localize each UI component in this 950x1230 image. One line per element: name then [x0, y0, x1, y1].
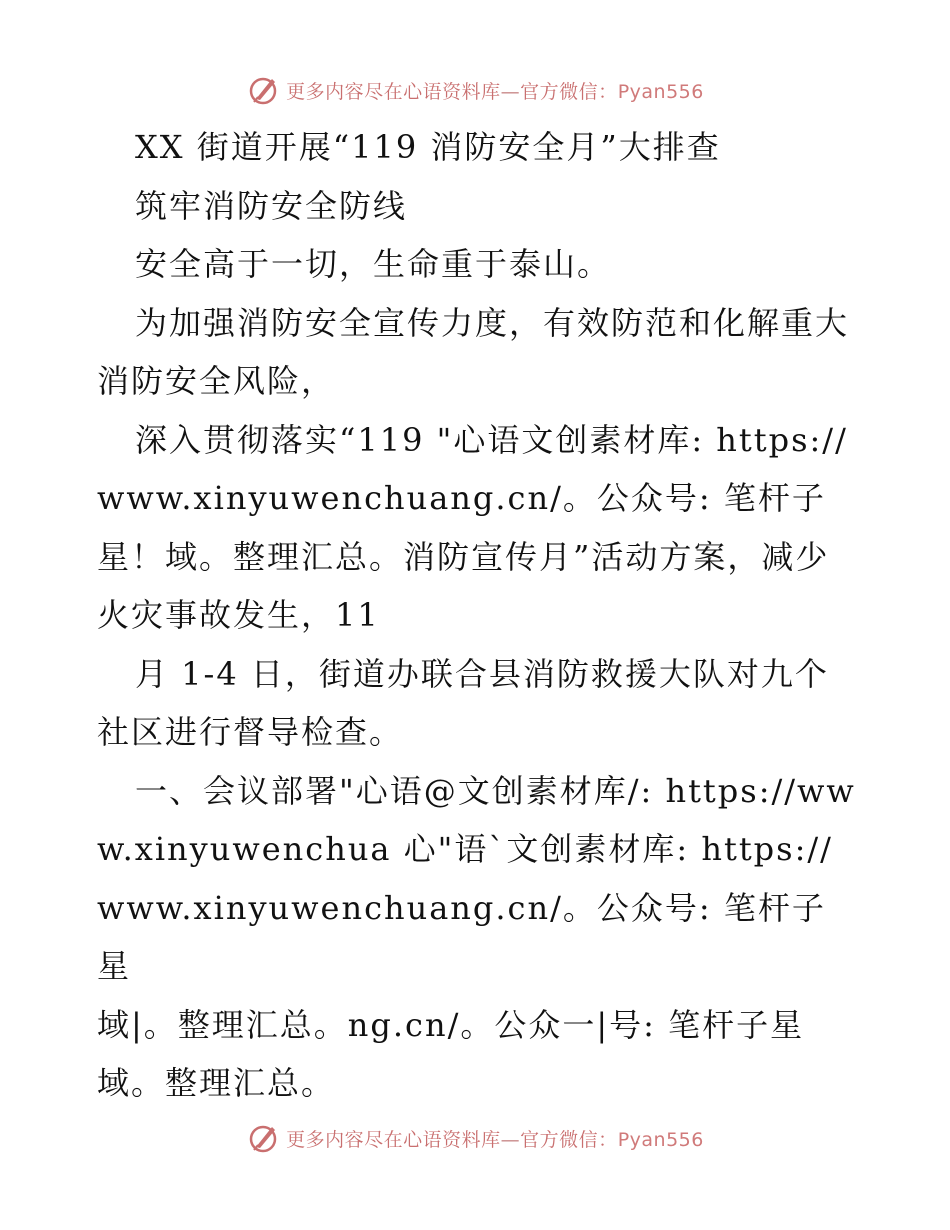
quill-pen-logo-icon	[246, 1121, 280, 1155]
document-title-line-2: 筑牢消防安全防线	[135, 186, 408, 225]
paragraph: 月 1-4 日，街道办联合县消防救援大队对九个社区进行督导检查。	[97, 654, 829, 751]
watermark-text: 更多内容尽在心语资料库—官方微信：Pyan556	[286, 80, 704, 103]
header-watermark	[0, 70, 950, 110]
paragraph: 域|。整理汇总。ng.cn/。公众一|号: 笔杆子星域。整理汇总。	[97, 1005, 805, 1102]
document-title-line-1: XX 街道开展“119 消防安全月”大排查	[135, 128, 721, 166]
paragraph: 一、会议部署"心语@文创素材库/: https://www.xinyuwenchua 心"语`文创素材库: https://www.xinyuwenchuang.cn/。公众号: 笔杆子星	[97, 771, 856, 985]
watermark-text: 更多内容尽在心语资料库—官方微信：Pyan556	[286, 1128, 704, 1151]
paragraph: 深入贯彻落实“119 "心语文创素材库: https://www.xinyuwenchuang.cn/。公众号: 笔杆子星！域。整理汇总。消防宣传月”活动方案，减少火灾事故发生，11	[97, 420, 848, 634]
paragraph: 安全高于一切，生命重于泰山。	[135, 245, 612, 283]
footer-watermark	[0, 1118, 950, 1158]
quill-pen-logo-icon	[246, 73, 280, 107]
document-body	[97, 118, 857, 1113]
paragraph: 为加强消防安全宣传力度，有效防范和化解重大消防安全风险，	[97, 303, 850, 400]
